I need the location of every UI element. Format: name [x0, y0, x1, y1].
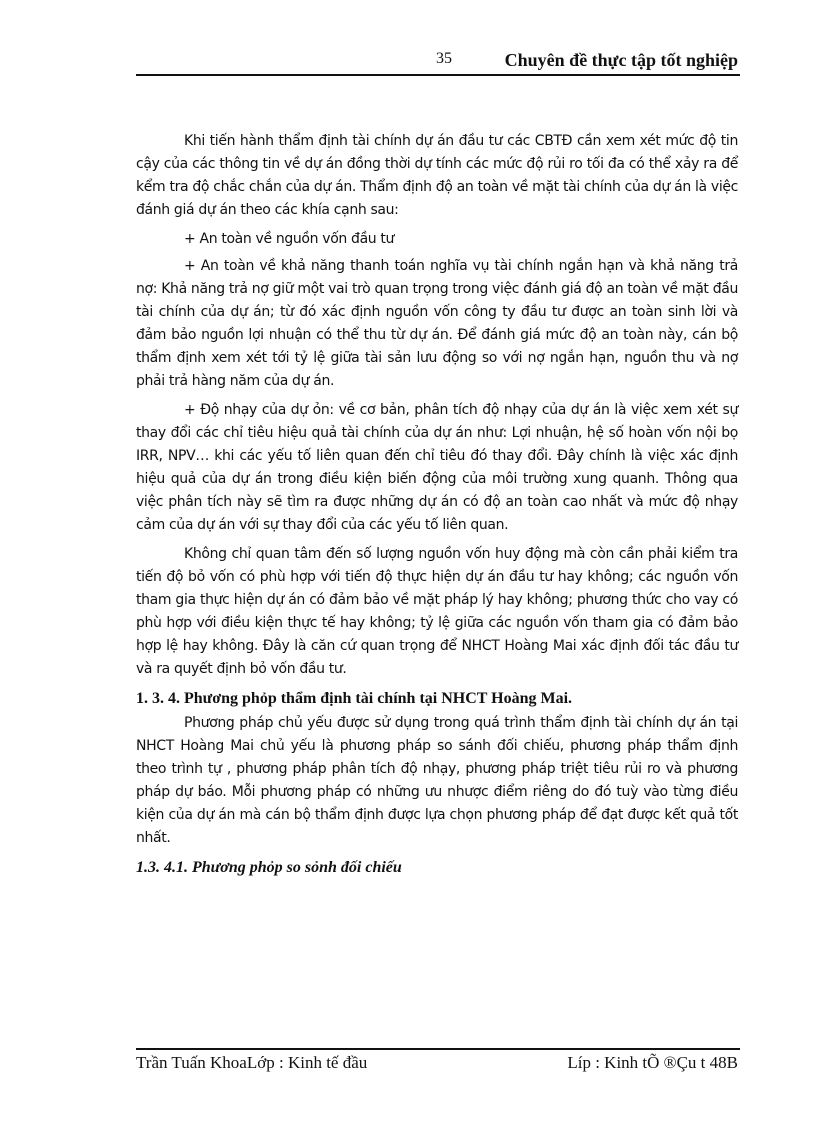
- page-footer: [136, 1053, 740, 1083]
- paragraph-methods: Phương pháp chủ yếu được sử dụng trong quá trình thẩm định tài chính dự án tại NHCT Hoàng Mai chủ yếu là phương pháp so sánh đối chiếu, phương pháp thẩm định theo trình tự , phương pháp phân tích độ nhạy, phương pháp triệt tiêu rủi ro và phương pháp dự báo. Mỗi phương pháp có những ưu nhược điểm riêng do đó tuỳ vào từng điều kiện của dự án mà cán bộ thẩm định được lựa chọn phương pháp để đạt được kết quả tốt nhất.: [136, 715, 738, 846]
- paragraph-bullet-capital: + An toàn về nguồn vốn đầu tư: [184, 231, 395, 247]
- footer-author: Trần Tuấn KhoaLớp : Kinh tế đầu: [136, 1053, 368, 1072]
- footer-rule: [136, 1048, 740, 1050]
- header-rule: [136, 74, 740, 76]
- footer-class: Líp : Kinh tÕ ®Çu t 48B: [567, 1053, 738, 1072]
- header-title: Chuyên đề thực tập tốt nghiệp: [504, 50, 738, 70]
- page-number: 35: [436, 50, 452, 67]
- page-header: [136, 44, 740, 74]
- subsection-heading: 1.3. 4.1. Phương phỏp so sỏnh đối chiếu: [136, 859, 402, 876]
- paragraph-bullet-solvency: + An toàn về khả năng thanh toán nghĩa vụ tài chính ngắn hạn và khả năng trả nợ: Khả năng trả nợ giữ một vai trò quan trọng trong việc đánh giá độ an toàn về mặt đầu tài chính của dự án; từ đó xác định nguồn vốn công ty đầu tư được an toàn sinh lời và đảm bảo nguồn lợi nhuận có thể thu từ dự án. Để đánh giá mức độ an toàn này, cán bộ thẩm định xem xét tới tỷ lệ giữa tài sản lưu động so với nợ ngắn hạn, nguồn thu và nợ phải trả hàng năm của dự án.: [136, 258, 738, 389]
- section-heading: 1. 3. 4. Phương phỏp thẩm định tài chính tại NHCT Hoàng Mai.: [136, 690, 573, 707]
- document-body: [136, 130, 738, 879]
- paragraph-intro: Khi tiến hành thẩm định tài chính dự án đầu tư các CBTĐ cần xem xét mức độ tin cậy của các thông tin về dự án đồng thời dự tính các mức độ rủi ro tối đa có thể xảy ra để kểm tra độ chắc chắn của dự án. Thẩm định độ an toàn về mặt tài chính của dự án là việc đánh giá dự án theo các khía cạnh sau:: [136, 133, 738, 218]
- paragraph-capital-check: Không chỉ quan tâm đến số lượng nguồn vốn huy động mà còn cần phải kiểm tra tiến độ bỏ vốn có phù hợp với tiến độ thực hiện dự án đầu tư hay không; các nguồn vốn tham gia thực hiện dự án có đảm bảo về mặt pháp lý hay không; phương thức cho vay có phù hợp với điều kiện thực tế hay không; tỷ lệ giữa các nguồn vốn tham gia có đảm bảo hợp lệ hay không. Đây là căn cứ quan trọng để NHCT Hoàng Mai xác định đối tác đầu tư và ra quyết định bỏ vốn đầu tư.: [136, 546, 738, 677]
- paragraph-bullet-sensitivity: + Độ nhạy của dự ỏn: về cơ bản, phân tích độ nhạy của dự án là việc xem xét sự thay đổi các chỉ tiêu hiệu quả tài chính của dự án như: Lợi nhuận, hệ số hoàn vốn nội bọ IRR, NPV… khi các yếu tố liên quan đến chỉ tiêu đó thay đổi. Đây chính là việc xác định hiệu quả của dự án trong điều kiện biến động của môi trường xung quanh. Thông qua việc phân tích này sẽ tìm ra được những dự án có độ an toàn cao nhất và mức độ nhạy cảm của dự án với sự thay đổi của các yếu tố liên quan.: [136, 402, 738, 533]
